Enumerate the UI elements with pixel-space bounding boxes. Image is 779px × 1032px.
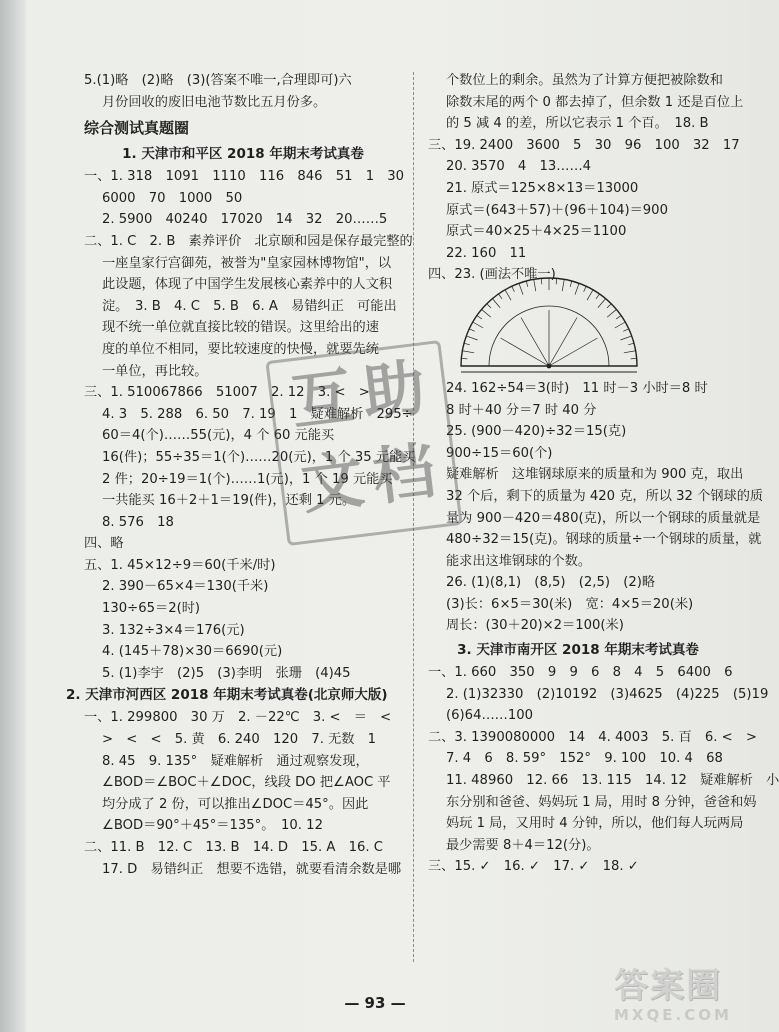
- text-line: 均分成了 2 份，可以推出∠DOC＝45°。因此: [102, 796, 369, 812]
- protractor-tick: [466, 336, 477, 340]
- protractor-tick: [482, 309, 491, 317]
- text-line: 三、1. 510067866 51007 2. 12 3. < >: [84, 385, 370, 401]
- protractor-tick: [512, 286, 515, 291]
- exam-title: 3. 天津市南开区 2018 年期末考试真卷: [457, 642, 699, 659]
- protractor-tick: [624, 351, 636, 353]
- text-line: 8. 576 18: [102, 514, 174, 530]
- text-line: ∠BOD＝90°＋45°＝135°。 10. 12: [102, 818, 323, 834]
- text-line: 四、23. (画法不唯一): [428, 267, 556, 283]
- protractor-center-point: [547, 364, 552, 369]
- text-line: 4. (145＋78)×30＝6690(元): [102, 644, 283, 660]
- text-line: 四、略: [84, 536, 124, 552]
- text-line: 2. (1)32330 (2)10192 (3)4625 (4)225 (5)19: [446, 686, 769, 702]
- protractor-tick: [607, 309, 616, 317]
- text-line: 原式＝(643＋57)＋(96＋104)＝900: [446, 202, 668, 218]
- protractor-radial-line: [549, 317, 577, 365]
- text-line: 个数位上的剩余。虽然为了计算方便把被除数和: [446, 73, 723, 88]
- protractor-tick: [487, 304, 491, 308]
- exam-title: 2. 天津市河西区 2018 年期末考试真卷(北京师大版): [66, 687, 388, 704]
- text-line: 度的单位不相同，要比较速度的快慢，就要先统: [102, 341, 379, 357]
- text-line: 三、19. 2400 3600 5 30 96 100 32 17: [428, 137, 740, 153]
- text-line: 淀。 3. B 4. C 5. B 6. A 易错纠正 可能出: [102, 298, 397, 314]
- text-line: 16(件)；55÷35＝1(个)……20(元)，1 个 35 元能买: [102, 449, 416, 465]
- text-line: 量为 900－420＝480(克)，所以一个钢球的质量就是: [446, 510, 761, 526]
- text-line: 月份回收的废旧电池节数比五月份多。: [102, 94, 327, 110]
- text-line: 130÷65＝2(时): [102, 601, 201, 617]
- text-line: 五、1. 45×12÷9＝60(千米/时): [84, 557, 276, 573]
- text-line: 900÷15＝60(个): [446, 445, 553, 461]
- text-line: 5.(1)略 (2)略 (3)(答案不唯一,合理即可)六: [84, 73, 352, 88]
- right-column: [428, 70, 779, 878]
- protractor-tick: [620, 336, 631, 340]
- left-column: [66, 70, 416, 880]
- section-title: 综合测试真题圈: [84, 119, 190, 138]
- text-line: 妈玩 1 局，又用时 4 分钟，所以，他们每人玩两局: [446, 816, 744, 832]
- protractor-radial-line: [521, 317, 549, 365]
- text-line: 二、1. C 2. B 素养评价 北京颐和园是保存最完整的: [84, 233, 413, 249]
- stamp-char: 文: [297, 442, 368, 523]
- protractor-tick: [615, 322, 625, 328]
- text-line: 原式＝40×25＋4×25＝1100: [446, 224, 627, 240]
- protractor-tick: [469, 329, 474, 332]
- protractor-tick: [616, 315, 621, 318]
- text-line: 此设题，体现了中国学生发展核心素养中的人文积: [102, 277, 393, 293]
- protractor-tick: [598, 299, 606, 308]
- protractor-tick: [587, 290, 593, 300]
- protractor-tick: [505, 290, 511, 300]
- text-line: 的 5 减 4 的差，所以它表示 1 个百。 18. B: [446, 116, 709, 132]
- text-line: 17. D 易错纠正 想要不选错，就要看清余数是哪: [102, 861, 402, 877]
- text-line: 22. 160 11: [446, 245, 527, 261]
- protractor-radial-line: [549, 338, 597, 366]
- column-divider: [413, 72, 414, 962]
- protractor-radial-line: [501, 338, 549, 366]
- exam-title: 1. 天津市和平区 2018 年期末考试真卷: [122, 146, 364, 163]
- protractor-tick: [631, 358, 637, 359]
- protractor-tick: [499, 294, 502, 299]
- text-line: 东分别和爸爸、妈妈玩 1 局，用时 8 分钟，爸爸和妈: [446, 794, 757, 810]
- text-line: 8 时＋40 分＝7 时 40 分: [446, 402, 597, 418]
- protractor-figure: [454, 288, 644, 378]
- text-line: 一、1. 660 350 9 9 6 8 4 5 6400 6: [428, 665, 733, 681]
- watermark-domain: MXQE.COM: [614, 1006, 732, 1024]
- protractor-tick: [461, 358, 467, 359]
- protractor-tick: [607, 304, 611, 308]
- text-line: 32 个后，剩下的质量为 420 克，所以 32 个钢球的质: [446, 488, 764, 504]
- text-line: 4. 3 5. 288 6. 50 7. 19 1 疑难解析 295÷: [102, 406, 413, 422]
- page-number: — 93 —: [344, 994, 406, 1012]
- text-line: 26. (1)(8,1) (8,5) (2,5) (2)略: [446, 575, 656, 591]
- text-line: 一共能买 16＋2＋1＝19(件)，还剩 1 元。: [102, 493, 356, 509]
- text-line: 能求出这堆钢球的个数。: [446, 553, 592, 569]
- text-line: 一座皇家行宫御苑，被誉为"皇家园林博物馆"，以: [102, 255, 392, 271]
- text-line: 25. (900－420)÷32＝15(克): [446, 424, 627, 440]
- text-line: 二、11. B 12. C 13. B 14. D 15. A 16. C: [84, 840, 383, 855]
- text-line: 一、1. 318 1091 1110 116 846 51 1 30: [84, 169, 405, 185]
- protractor-tick: [462, 351, 474, 353]
- protractor-tick: [473, 322, 483, 328]
- protractor-tick: [596, 294, 599, 299]
- text-line: 现不统一单位就直接比较的错误。这里给出的速: [102, 320, 379, 336]
- text-line: > < < 5. 黄 6. 240 120 7. 无数 1: [102, 732, 377, 748]
- text-line: 一单位，再比较。: [102, 363, 208, 379]
- text-line: (6)64……100: [446, 708, 534, 724]
- text-line: 6000 70 1000 50: [102, 190, 243, 206]
- protractor-tick: [584, 286, 587, 291]
- stamp-char: 档: [368, 433, 440, 514]
- protractor-tick: [623, 329, 628, 332]
- text-line: 2. 5900 40240 17020 14 32 20……5: [102, 212, 388, 228]
- stamp-char: 互: [287, 359, 358, 440]
- text-line: 2 件；20÷19＝1(个)……1(元)，1 个 19 元能买: [102, 471, 393, 487]
- protractor-tick: [628, 343, 634, 345]
- stamp-char: 助: [358, 350, 430, 431]
- text-line: 60＝4(个)……55(元)，4 个 60 元能买: [102, 428, 335, 444]
- text-line: 21. 原式＝125×8×13＝13000: [446, 180, 639, 196]
- text-line: 2. 390－65×4＝130(千米): [102, 579, 269, 595]
- text-line: 一、1. 299800 30 万 2. －22℃ 3. < ＝ <: [84, 710, 392, 726]
- page-binding-shadow: [0, 0, 26, 1032]
- text-line: 24. 162÷54＝3(时) 11 时－3 小时＝8 时: [446, 380, 708, 396]
- text-line: 疑难解析 这堆钢球原来的质量和为 900 克，取出: [446, 467, 744, 483]
- protractor-tick: [464, 343, 470, 345]
- text-line: 480÷32＝15(克)。钢球的质量÷一个钢球的质量，就: [446, 532, 762, 548]
- watermark-logo-text: 答案圈: [614, 966, 722, 1006]
- text-line: 三、15. ✓ 16. ✓ 17. ✓ 18. ✓: [428, 859, 639, 875]
- text-line: 最少需要 8＋4＝12(分)。: [446, 837, 600, 853]
- text-line: 3. 132÷3×4＝176(元): [102, 622, 245, 638]
- text-line: 7. 4 6 8. 59° 152° 9. 100 10. 4 68: [446, 751, 723, 767]
- text-line: 5. (1)李宇 (2)5 (3)李明 张珊 (4)45: [102, 665, 351, 681]
- text-line: 20. 3570 4 13……4: [446, 159, 592, 175]
- text-line: 8. 45 9. 135° 疑难解析 通过观察发现，: [102, 753, 369, 769]
- protractor-tick: [492, 299, 500, 308]
- text-line: (3)长：6×5＝30(米) 宽：4×5＝20(米): [446, 596, 694, 612]
- text-line: 周长：(30＋20)×2＝100(米): [446, 618, 624, 634]
- protractor-tick: [477, 315, 482, 318]
- text-line: 除数末尾的两个 0 都去掉了，但余数 1 还是百位上: [446, 94, 744, 110]
- text-line: ∠BOD＝∠BOC＋∠DOC，线段 DO 把∠AOC 平: [102, 775, 391, 791]
- text-line: 11. 48960 12. 66 13. 115 14. 12 疑难解析 小: [446, 773, 779, 789]
- text-line: 二、3. 1390080000 14 4. 4003 5. 百 6. < >: [428, 729, 757, 745]
- site-watermark: [614, 966, 742, 1028]
